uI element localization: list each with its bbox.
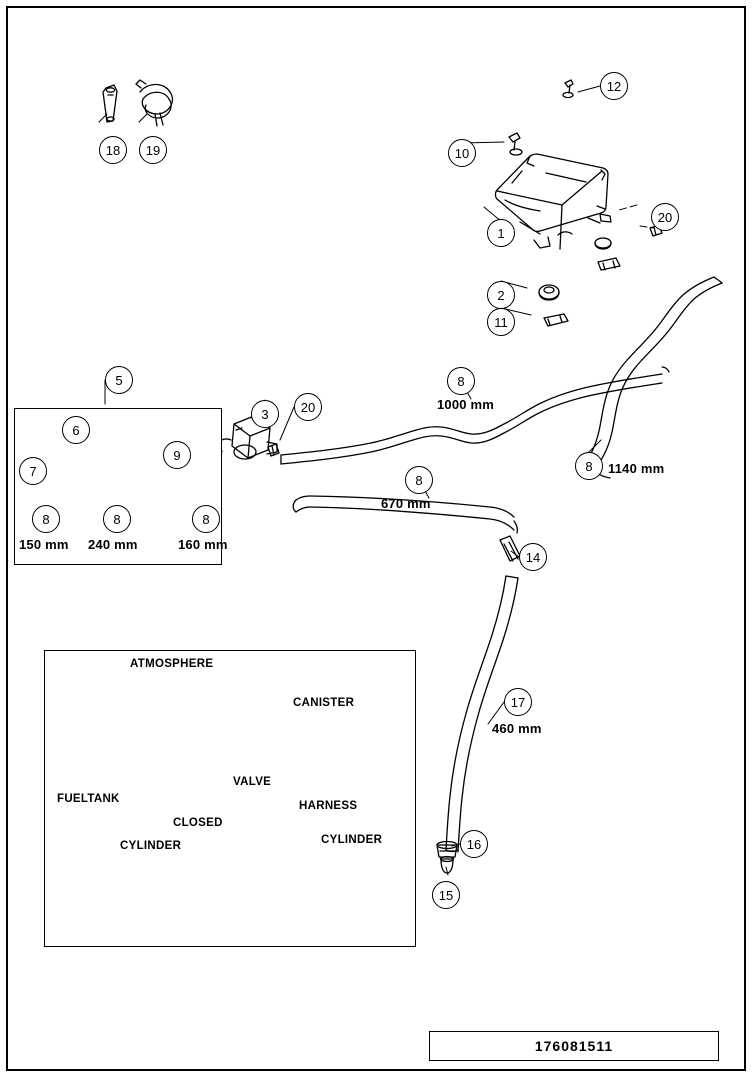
label-valve: VALVE [233, 776, 272, 788]
label-canister: CANISTER [293, 697, 355, 709]
callout-8-1140[interactable]: 8 [575, 452, 603, 480]
label-fueltank: FUELTANK [57, 793, 120, 805]
dimension-240mm: 240 mm [88, 537, 138, 552]
callout-19[interactable]: 19 [139, 136, 167, 164]
callout-8-670[interactable]: 8 [405, 466, 433, 494]
label-cylinder-left: CYLINDER [120, 840, 182, 852]
callout-2[interactable]: 2 [487, 281, 515, 309]
callout-15[interactable]: 15 [432, 881, 460, 909]
callout-8-1000[interactable]: 8 [447, 367, 475, 395]
label-harness: HARNESS [299, 800, 358, 812]
dimension-150mm: 150 mm [19, 537, 69, 552]
callout-9[interactable]: 9 [163, 441, 191, 469]
callout-3[interactable]: 3 [251, 400, 279, 428]
dimension-460mm: 460 mm [492, 721, 542, 736]
callout-10[interactable]: 10 [448, 139, 476, 167]
callout-5[interactable]: 5 [105, 366, 133, 394]
callout-8-240[interactable]: 8 [103, 505, 131, 533]
callout-1[interactable]: 1 [487, 219, 515, 247]
label-cylinder-right: CYLINDER [321, 834, 383, 846]
callout-6[interactable]: 6 [62, 416, 90, 444]
callout-16[interactable]: 16 [460, 830, 488, 858]
dimension-160mm: 160 mm [178, 537, 228, 552]
dimension-1000mm: 1000 mm [437, 397, 495, 412]
part-number-box [429, 1031, 719, 1061]
callout-11[interactable]: 11 [487, 308, 515, 336]
callout-20-left[interactable]: 20 [294, 393, 322, 421]
callout-8-150[interactable]: 8 [32, 505, 60, 533]
part-number: 176081511 [534, 1038, 614, 1054]
callout-8-160[interactable]: 8 [192, 505, 220, 533]
callout-14[interactable]: 14 [519, 543, 547, 571]
callout-12[interactable]: 12 [600, 72, 628, 100]
label-closed: CLOSED [173, 817, 223, 829]
callout-17[interactable]: 17 [504, 688, 532, 716]
callout-7[interactable]: 7 [19, 457, 47, 485]
label-atmosphere: ATMOSPHERE [130, 658, 214, 670]
callout-20-right[interactable]: 20 [651, 203, 679, 231]
dimension-670mm: 670 mm [381, 496, 431, 511]
dimension-1140mm: 1140 mm [608, 461, 665, 476]
callout-18[interactable]: 18 [99, 136, 127, 164]
